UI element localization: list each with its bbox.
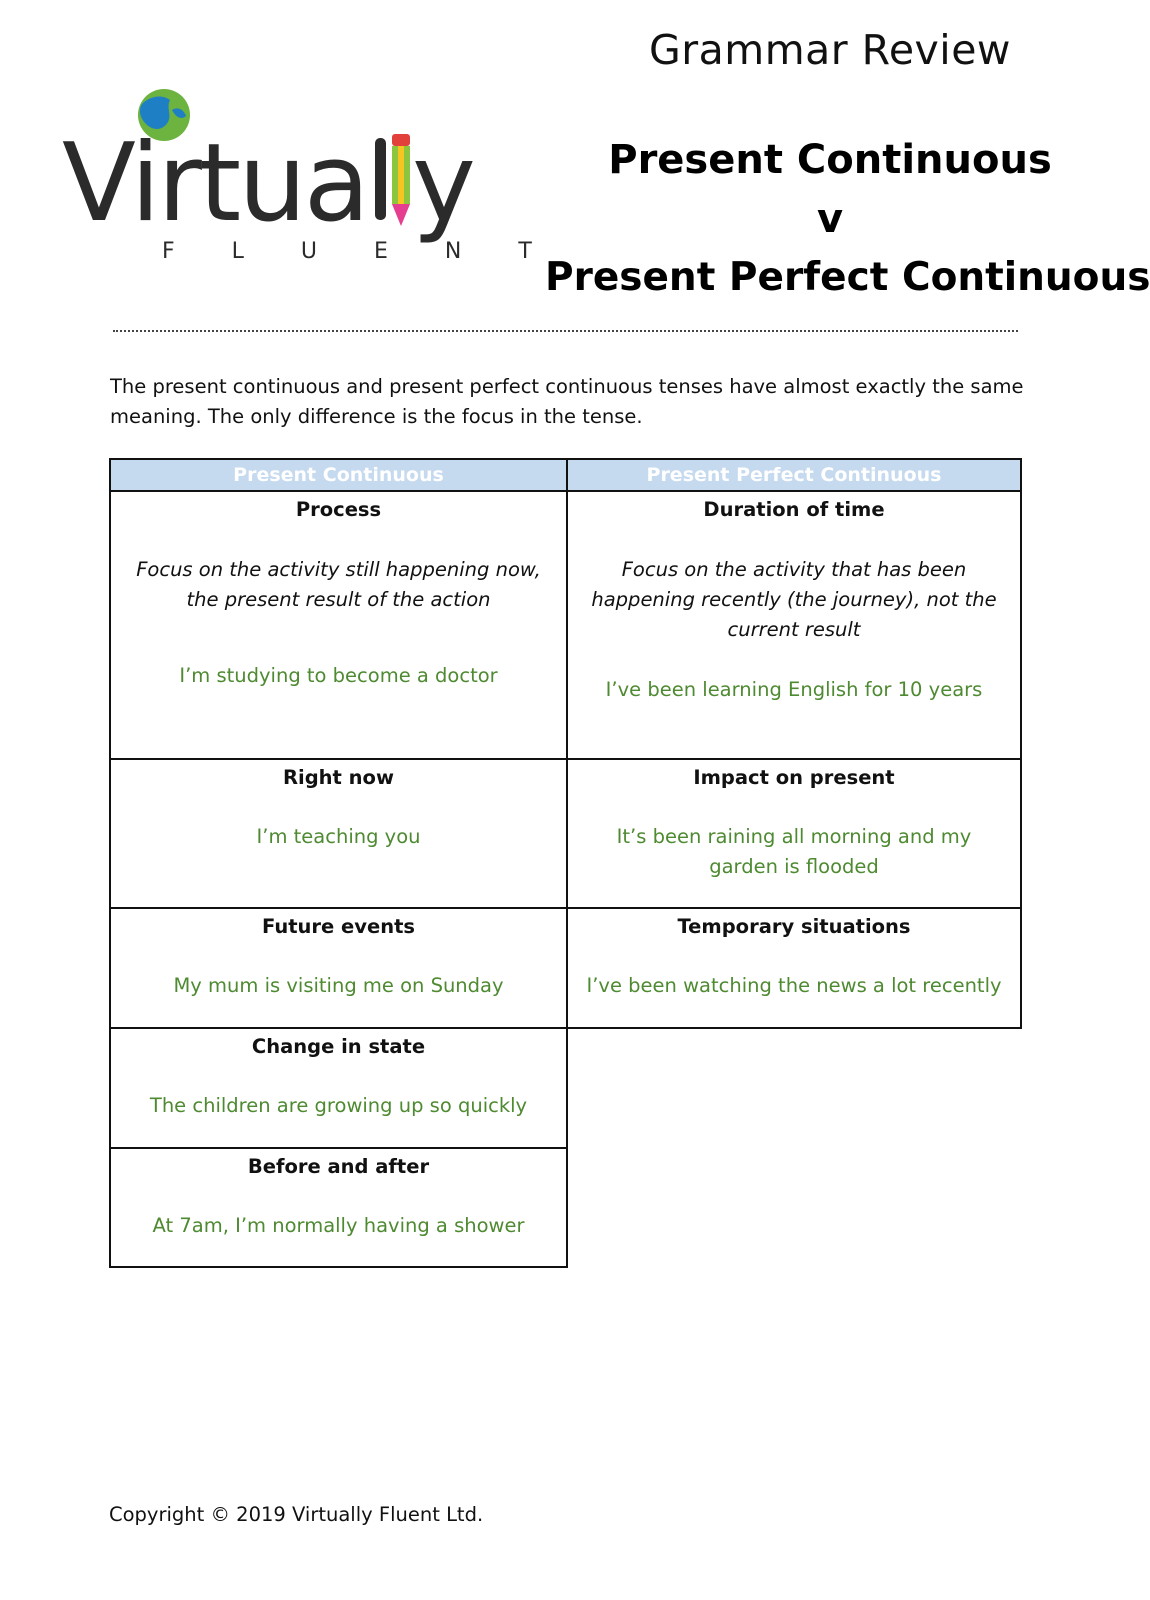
logo-wordmark-part2: y bbox=[412, 121, 476, 246]
cell-example: I’m teaching you bbox=[256, 825, 421, 848]
cell-description: Focus on the activity that has been happening recently (the journey), not the current result bbox=[591, 558, 997, 641]
comparison-table bbox=[109, 458, 1022, 1268]
cell-before-and-after bbox=[109, 1147, 568, 1268]
pencil-icon bbox=[392, 134, 410, 226]
logo-wordmark-part1: Virtua bbox=[62, 121, 367, 246]
cell-impact-on-present bbox=[566, 758, 1022, 909]
cell-change-in-state bbox=[109, 1027, 568, 1149]
cell-heading: Future events bbox=[261, 915, 416, 938]
cell-heading: Duration of time bbox=[703, 498, 885, 521]
cell-heading: Temporary situations bbox=[677, 915, 911, 938]
cell-future-events bbox=[109, 907, 568, 1029]
cell-example: I’ve been learning English for 10 years bbox=[605, 678, 983, 701]
cell-example: It’s been raining all morning and my garden is flooded bbox=[616, 825, 972, 878]
logo-graphic bbox=[62, 80, 557, 270]
cell-temporary-situations bbox=[566, 907, 1022, 1029]
company-logo bbox=[62, 80, 557, 270]
page-title bbox=[545, 135, 1150, 303]
intro-paragraph: The present continuous and present perfect continuous tenses have almost exactly the same meaning. The only difference is the focus in the tense. bbox=[110, 375, 1024, 428]
title-line-1: Present Continuous bbox=[608, 137, 1052, 183]
header-present-continuous: Present Continuous bbox=[109, 458, 568, 492]
cell-duration-of-time bbox=[566, 490, 1022, 760]
cell-heading: Process bbox=[295, 498, 382, 521]
document-label: Grammar Review bbox=[649, 26, 1011, 74]
header-present-perfect-continuous: Present Perfect Continuous bbox=[566, 458, 1022, 492]
title-line-2: v bbox=[816, 196, 844, 242]
cell-right-now bbox=[109, 758, 568, 909]
logo-subtitle: F L U E N T bbox=[162, 239, 557, 264]
cell-process bbox=[109, 490, 568, 760]
cell-example: The children are growing up so quickly bbox=[149, 1094, 528, 1117]
cell-description: Focus on the activity still happening now, the present result of the action bbox=[136, 558, 541, 611]
cell-example: I’ve been watching the news a lot recently bbox=[586, 974, 1002, 997]
cell-example: I’m studying to become a doctor bbox=[179, 664, 498, 687]
title-line-3: Present Perfect Continuous bbox=[545, 255, 1150, 300]
cell-example: At 7am, I’m normally having a shower bbox=[152, 1214, 525, 1237]
cell-heading: Impact on present bbox=[693, 766, 895, 789]
cell-example: My mum is visiting me on Sunday bbox=[173, 974, 504, 997]
dotted-divider bbox=[113, 330, 1018, 332]
cell-heading: Before and after bbox=[247, 1155, 430, 1178]
cell-heading: Right now bbox=[283, 766, 394, 789]
copyright-footer: Copyright © 2019 Virtually Fluent Ltd. bbox=[109, 1503, 484, 1526]
cell-heading: Change in state bbox=[251, 1035, 426, 1058]
